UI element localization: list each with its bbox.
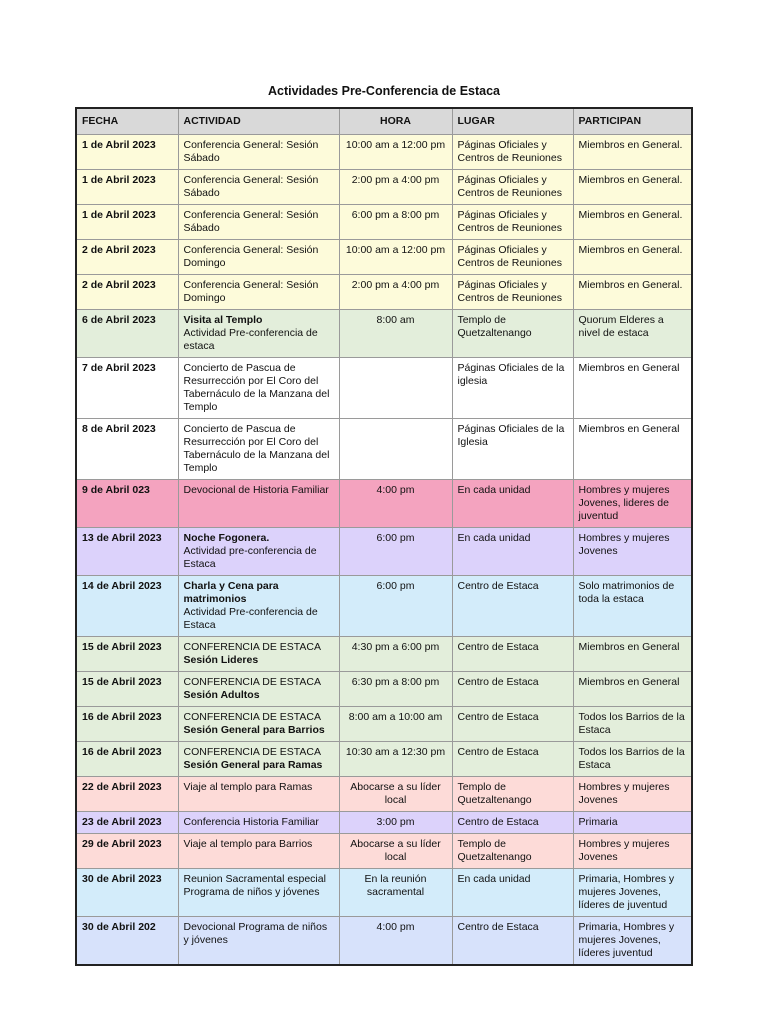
cell-participan: Todos los Barrios de la Estaca — [573, 742, 692, 777]
cell-lugar: Centro de Estaca — [452, 917, 573, 966]
table-row — [76, 528, 692, 576]
cell-lugar: Páginas Oficiales y Centros de Reuniones — [452, 240, 573, 275]
cell-actividad — [178, 205, 339, 240]
activity-text: Conferencia General: Sesión Domingo — [183, 279, 319, 304]
cell-hora: 4:00 pm — [339, 917, 452, 966]
cell-actividad — [178, 480, 339, 528]
cell-actividad — [178, 637, 339, 672]
table-row — [76, 205, 692, 240]
activity-text: CONFERENCIA DE ESTACA — [183, 746, 321, 758]
activity-text: Concierto de Pascua de Resurrección por El Coro del Tabernáculo de la Manzana del Templo — [183, 423, 330, 474]
header-hora: HORA — [339, 108, 452, 135]
activity-title: Sesión Adultos — [183, 689, 260, 701]
cell-actividad — [178, 707, 339, 742]
table-row — [76, 358, 692, 419]
cell-hora: 2:00 pm a 4:00 pm — [339, 170, 452, 205]
activity-title: Noche Fogonera. — [183, 532, 270, 544]
cell-fecha: 8 de Abril 2023 — [76, 419, 178, 480]
cell-participan: Miembros en General — [573, 672, 692, 707]
activity-text: Conferencia General: Sesión Domingo — [183, 244, 319, 269]
cell-lugar: Templo de Quetzaltenango — [452, 834, 573, 869]
cell-participan: Primaria — [573, 812, 692, 834]
table-row — [76, 707, 692, 742]
cell-fecha: 1 de Abril 2023 — [76, 205, 178, 240]
cell-hora: 6:00 pm a 8:00 pm — [339, 205, 452, 240]
cell-fecha: 15 de Abril 2023 — [76, 672, 178, 707]
activity-text: Conferencia General: Sesión Sábado — [183, 209, 319, 234]
activity-text: Actividad Pre-conferencia de estaca — [183, 327, 318, 352]
activity-text: CONFERENCIA DE ESTACA — [183, 676, 321, 688]
cell-participan: Primaria, Hombres y mujeres Jovenes, líderes de juventud — [573, 869, 692, 917]
activity-title: Visita al Templo — [183, 314, 263, 326]
table-row — [76, 917, 692, 966]
cell-actividad — [178, 812, 339, 834]
cell-hora — [339, 419, 452, 480]
cell-participan: Solo matrimonios de toda la estaca — [573, 576, 692, 637]
cell-fecha: 16 de Abril 2023 — [76, 742, 178, 777]
cell-lugar: Centro de Estaca — [452, 707, 573, 742]
activity-text: Concierto de Pascua de Resurrección por El Coro del Tabernáculo de la Manzana del Templo — [183, 362, 330, 413]
activity-text: CONFERENCIA DE ESTACA — [183, 711, 321, 723]
cell-actividad — [178, 869, 339, 917]
cell-hora: 4:30 pm a 6:00 pm — [339, 637, 452, 672]
cell-participan: Miembros en General. — [573, 170, 692, 205]
cell-hora — [339, 358, 452, 419]
activity-text: Reunion Sacramental especial Programa de niños y jóvenes — [183, 873, 326, 898]
activity-text: Conferencia General: Sesión Sábado — [183, 174, 319, 199]
activity-text: Devocional de Historia Familiar — [183, 484, 329, 496]
cell-fecha: 2 de Abril 2023 — [76, 275, 178, 310]
cell-actividad — [178, 170, 339, 205]
table-row — [76, 170, 692, 205]
cell-actividad — [178, 419, 339, 480]
cell-fecha: 13 de Abril 2023 — [76, 528, 178, 576]
table-row — [76, 812, 692, 834]
cell-participan: Miembros en General. — [573, 135, 692, 170]
cell-lugar: Páginas Oficiales y Centros de Reuniones — [452, 275, 573, 310]
cell-fecha: 1 de Abril 2023 — [76, 135, 178, 170]
cell-hora: Abocarse a su líder local — [339, 777, 452, 812]
cell-fecha: 9 de Abril 023 — [76, 480, 178, 528]
cell-lugar: Páginas Oficiales de la Iglesia — [452, 419, 573, 480]
cell-participan: Todos los Barrios de la Estaca — [573, 707, 692, 742]
cell-fecha: 1 de Abril 2023 — [76, 170, 178, 205]
activity-text: Viaje al templo para Ramas — [183, 781, 313, 793]
cell-hora: 4:00 pm — [339, 480, 452, 528]
cell-hora: 2:00 pm a 4:00 pm — [339, 275, 452, 310]
cell-participan: Miembros en General. — [573, 240, 692, 275]
activity-title: Sesión General para Barrios — [183, 724, 325, 736]
cell-participan: Hombres y mujeres Jovenes — [573, 834, 692, 869]
cell-actividad — [178, 310, 339, 358]
activity-title: Charla y Cena para matrimonios — [183, 580, 279, 605]
cell-actividad — [178, 672, 339, 707]
activity-text: Viaje al templo para Barrios — [183, 838, 313, 850]
activity-text: Actividad pre-conferencia de Estaca — [183, 545, 317, 570]
cell-lugar: Páginas Oficiales de la iglesia — [452, 358, 573, 419]
cell-actividad — [178, 275, 339, 310]
table-row — [76, 135, 692, 170]
cell-actividad — [178, 135, 339, 170]
cell-hora: 6:00 pm — [339, 528, 452, 576]
activity-title: Sesión General para Ramas — [183, 759, 323, 771]
cell-lugar: En cada unidad — [452, 869, 573, 917]
cell-hora: 10:30 am a 12:30 pm — [339, 742, 452, 777]
header-fecha: FECHA — [76, 108, 178, 135]
cell-lugar: Centro de Estaca — [452, 672, 573, 707]
cell-hora: Abocarse a su líder local — [339, 834, 452, 869]
cell-fecha: 7 de Abril 2023 — [76, 358, 178, 419]
cell-hora: 8:00 am a 10:00 am — [339, 707, 452, 742]
page-title: Actividades Pre-Conferencia de Estaca — [267, 84, 501, 98]
cell-fecha: 23 de Abril 2023 — [76, 812, 178, 834]
cell-lugar: Centro de Estaca — [452, 812, 573, 834]
header-participan: PARTICIPAN — [573, 108, 692, 135]
cell-lugar: Centro de Estaca — [452, 637, 573, 672]
cell-actividad — [178, 528, 339, 576]
cell-lugar: Centro de Estaca — [452, 742, 573, 777]
activity-text: Devocional Programa de niños y jóvenes — [183, 921, 328, 946]
cell-participan: Miembros en General. — [573, 275, 692, 310]
table-row — [76, 275, 692, 310]
table-row — [76, 672, 692, 707]
cell-participan: Miembros en General — [573, 358, 692, 419]
cell-hora: 10:00 am a 12:00 pm — [339, 240, 452, 275]
activities-table — [75, 107, 693, 966]
cell-hora: 8:00 am — [339, 310, 452, 358]
table-row — [76, 742, 692, 777]
activity-text: CONFERENCIA DE ESTACA — [183, 641, 321, 653]
cell-actividad — [178, 576, 339, 637]
cell-fecha: 2 de Abril 2023 — [76, 240, 178, 275]
cell-lugar: Páginas Oficiales y Centros de Reuniones — [452, 205, 573, 240]
cell-fecha: 30 de Abril 202 — [76, 917, 178, 966]
cell-participan: Quorum Elderes a nivel de estaca — [573, 310, 692, 358]
cell-lugar: Centro de Estaca — [452, 576, 573, 637]
cell-lugar: En cada unidad — [452, 480, 573, 528]
cell-actividad — [178, 240, 339, 275]
cell-lugar: Templo de Quetzaltenango — [452, 777, 573, 812]
table-row — [76, 310, 692, 358]
cell-fecha: 29 de Abril 2023 — [76, 834, 178, 869]
table-row — [76, 419, 692, 480]
cell-fecha: 14 de Abril 2023 — [76, 576, 178, 637]
cell-fecha: 15 de Abril 2023 — [76, 637, 178, 672]
cell-hora: 10:00 am a 12:00 pm — [339, 135, 452, 170]
activity-text: Actividad Pre-conferencia de Estaca — [183, 606, 318, 631]
cell-fecha: 6 de Abril 2023 — [76, 310, 178, 358]
cell-participan: Primaria, Hombres y mujeres Jovenes, líderes juventud — [573, 917, 692, 966]
table-row — [76, 777, 692, 812]
header-actividad: ACTIVIDAD — [178, 108, 339, 135]
cell-actividad — [178, 777, 339, 812]
cell-lugar: Templo de Quetzaltenango — [452, 310, 573, 358]
cell-fecha: 16 de Abril 2023 — [76, 707, 178, 742]
cell-participan: Miembros en General. — [573, 205, 692, 240]
cell-lugar: En cada unidad — [452, 528, 573, 576]
cell-hora: 3:00 pm — [339, 812, 452, 834]
activity-title: Sesión Lideres — [183, 654, 259, 666]
cell-participan: Hombres y mujeres Jovenes — [573, 777, 692, 812]
activity-text: Conferencia Historia Familiar — [183, 816, 319, 828]
table-row — [76, 240, 692, 275]
table-row — [76, 869, 692, 917]
cell-participan: Hombres y mujeres Jovenes, lideres de juventud — [573, 480, 692, 528]
cell-fecha: 22 de Abril 2023 — [76, 777, 178, 812]
cell-lugar: Páginas Oficiales y Centros de Reuniones — [452, 135, 573, 170]
cell-lugar: Páginas Oficiales y Centros de Reuniones — [452, 170, 573, 205]
cell-participan: Miembros en General — [573, 637, 692, 672]
cell-actividad — [178, 917, 339, 966]
cell-participan: Miembros en General — [573, 419, 692, 480]
header-lugar: LUGAR — [452, 108, 573, 135]
table-row — [76, 834, 692, 869]
table-row — [76, 480, 692, 528]
table-row — [76, 637, 692, 672]
cell-hora: En la reunión sacramental — [339, 869, 452, 917]
cell-hora: 6:30 pm a 8:00 pm — [339, 672, 452, 707]
cell-actividad — [178, 742, 339, 777]
cell-actividad — [178, 834, 339, 869]
activity-text: Conferencia General: Sesión Sábado — [183, 139, 319, 164]
table-row — [76, 576, 692, 637]
cell-actividad — [178, 358, 339, 419]
cell-hora: 6:00 pm — [339, 576, 452, 637]
table-header-row — [76, 108, 692, 135]
cell-participan: Hombres y mujeres Jovenes — [573, 528, 692, 576]
cell-fecha: 30 de Abril 2023 — [76, 869, 178, 917]
